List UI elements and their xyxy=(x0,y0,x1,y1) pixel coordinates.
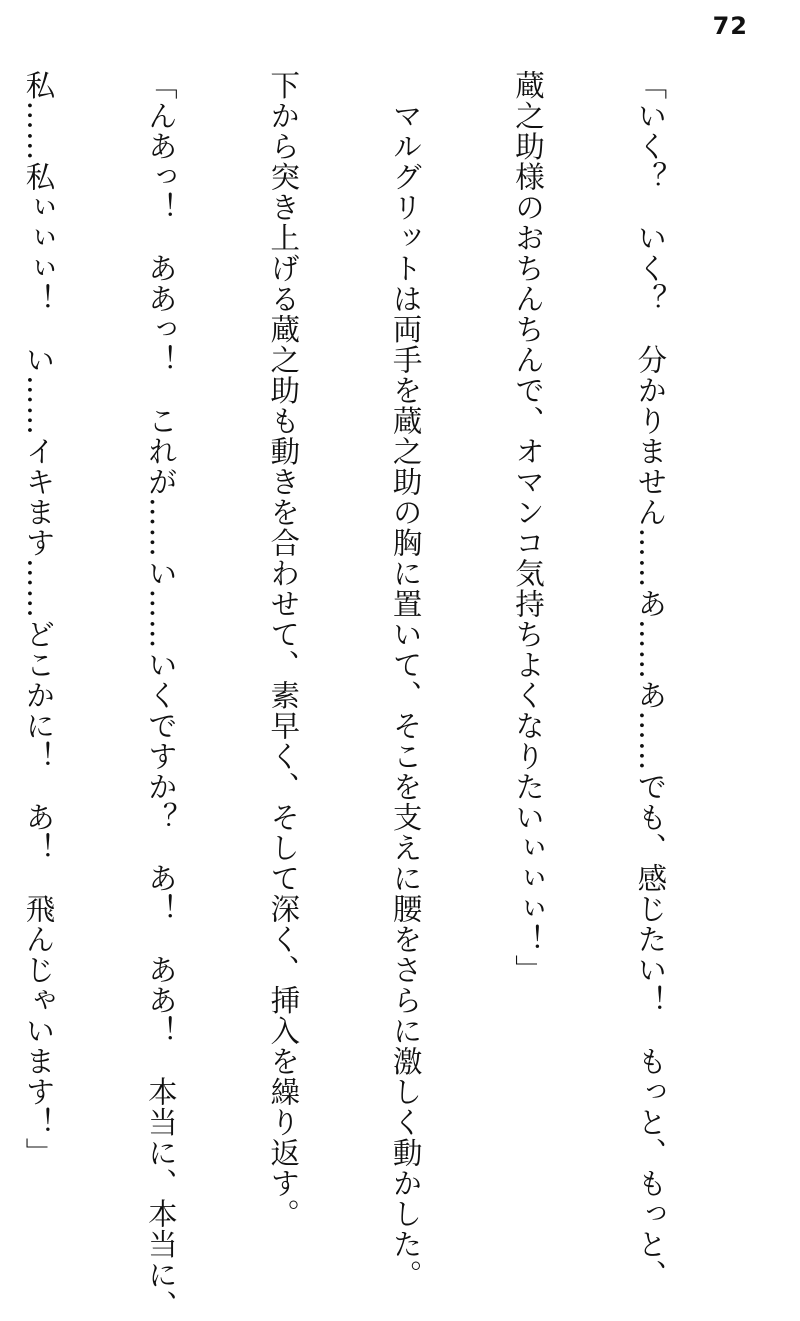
text-line: 下から突き上げる蔵之助も動きを合わせて、素早く、そして深く、挿入を繰り返す。 xyxy=(266,70,301,1229)
body-text xyxy=(21,70,752,1321)
text-line: 蔵之助様のおちんちんで、オマンコ気持ちよくなりたいぃぃぃ！」 xyxy=(511,70,546,985)
text-line: 「いく？ いく？ 分かりません……あ……あ……でも、感じたい！ もっと、もっと、 xyxy=(633,70,668,1290)
text-line: 私……私ぃぃぃ！ い……イキます……どこかに！ あ！ 飛んじゃいます！」 xyxy=(21,70,56,1168)
page-number: 72 xyxy=(712,12,748,40)
text-line: マルグリットは両手を蔵之助の胸に置いて、そこを支えに腰をさらに激しく動かした。 xyxy=(388,70,423,1290)
text-line: 「んあっ！ ああっ！ これが……い……いくですか？ あ！ ああ！ 本当に、本当に、 xyxy=(143,70,178,1321)
